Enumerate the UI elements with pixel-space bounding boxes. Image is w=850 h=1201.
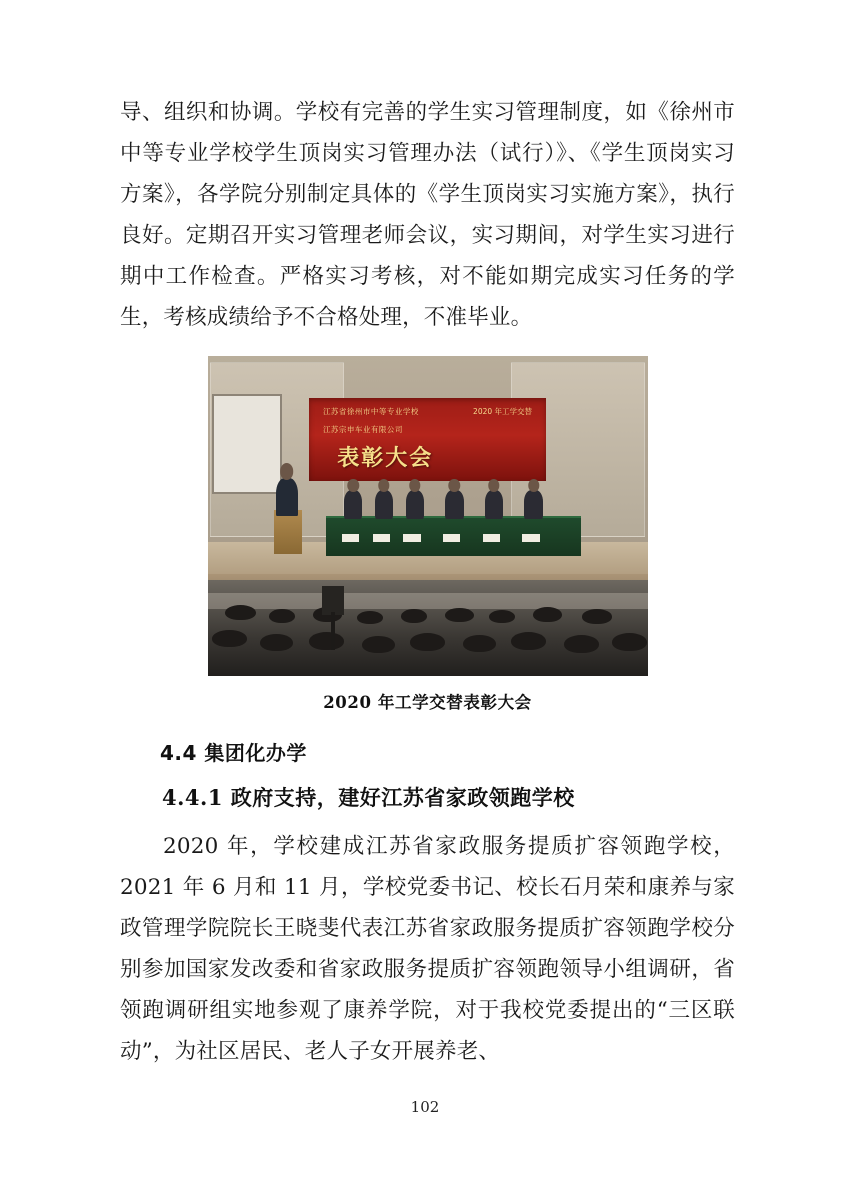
photo-audience-head	[511, 632, 546, 650]
photo-projection-screen	[212, 394, 282, 494]
photo-camera	[322, 586, 344, 615]
paragraph-body: 2020 年，学校建成江苏省家政服务提质扩容领跑学校，2021 年 6 月和 11 月，学校党委书记、校长石月荣和康养与家政管理学院院长王晓斐代表江苏省家政服务提质扩容领跑学校分别参加国家发改委和省家政服务提质扩容领跑领导小组调研，省领跑调研组实地参观了康养学院，对于我校党委提出的“三区联动”，为社区居民、老人子女开展养老、	[120, 834, 735, 1064]
photo-seated-person	[344, 490, 362, 519]
page-content	[120, 92, 735, 1072]
photo-audience-head	[410, 633, 445, 651]
photo-person-head	[449, 479, 460, 492]
photo-person-head	[347, 479, 358, 492]
photo-person-head	[378, 479, 389, 492]
conference-photo	[208, 356, 648, 676]
photo-audience-head	[401, 609, 427, 623]
paragraph-intro: 导、组织和协调。学校有完善的学生实习管理制度，如《徐州市中等专业学校学生顶岗实习管理办法（试行）》、《学生顶岗实习方案》，各学院分别制定具体的《学生顶岗实习实施方案》，执行良好。定期召开实习管理老师会议，实习期间，对学生实习进行期中工作检查。严格实习考核，对不能如期完成实习任务的学生，考核成绩给予不合格处理，不准毕业。	[120, 100, 735, 330]
photo-name-card	[443, 534, 461, 542]
figure-block	[120, 356, 735, 713]
banner-title: 表彰大会	[337, 445, 434, 471]
photo-seated-person	[485, 490, 503, 519]
photo-seated-person	[445, 490, 463, 519]
photo-audience-head	[225, 605, 256, 620]
banner-year-line: 2020 年工学交替	[473, 406, 533, 416]
photo-speaker-head	[280, 463, 294, 480]
photo-person-head	[528, 479, 539, 492]
photo-seated-person	[524, 490, 542, 519]
photo-person-head	[488, 479, 499, 492]
heading-section-4-4: 4.4 集团化办学	[160, 741, 307, 765]
heading-section-4-4-1: 4.4.1 政府支持，建好江苏省家政领跑学校	[162, 785, 575, 810]
photo-audience-head	[582, 609, 613, 624]
photo-audience-head	[564, 635, 599, 653]
photo-seated-person	[406, 490, 424, 519]
photo-tripod	[331, 612, 335, 650]
photo-name-card	[483, 534, 501, 542]
photo-audience-head	[309, 632, 344, 650]
figure-caption: 2020 年工学交替表彰大会	[323, 693, 532, 712]
photo-audience-head	[260, 634, 293, 651]
photo-audience-head	[212, 630, 247, 647]
photo-audience-head	[362, 636, 395, 653]
photo-name-card	[373, 534, 391, 542]
photo-audience-row	[208, 593, 648, 608]
photo-name-card	[342, 534, 360, 542]
photo-name-card	[403, 534, 421, 542]
photo-person-head	[409, 479, 420, 492]
photo-name-card	[522, 534, 540, 542]
photo-speaker	[276, 478, 298, 516]
photo-audience-head	[357, 611, 383, 624]
banner-line-1: 江苏省徐州市中等专业学校	[322, 406, 419, 416]
photo-red-banner	[309, 398, 547, 481]
photo-audience-head	[489, 610, 515, 623]
photo-audience-head	[612, 633, 647, 651]
photo-audience-head	[533, 607, 562, 622]
page-number: 102	[410, 1098, 440, 1116]
photo-audience	[208, 580, 648, 676]
photo-audience-head	[269, 609, 295, 623]
photo-audience-head	[463, 635, 496, 652]
photo-podium	[274, 510, 303, 555]
photo-audience-head	[445, 608, 474, 622]
banner-line-2: 江苏宗申车业有限公司	[322, 425, 403, 435]
photo-seated-person	[375, 490, 393, 519]
